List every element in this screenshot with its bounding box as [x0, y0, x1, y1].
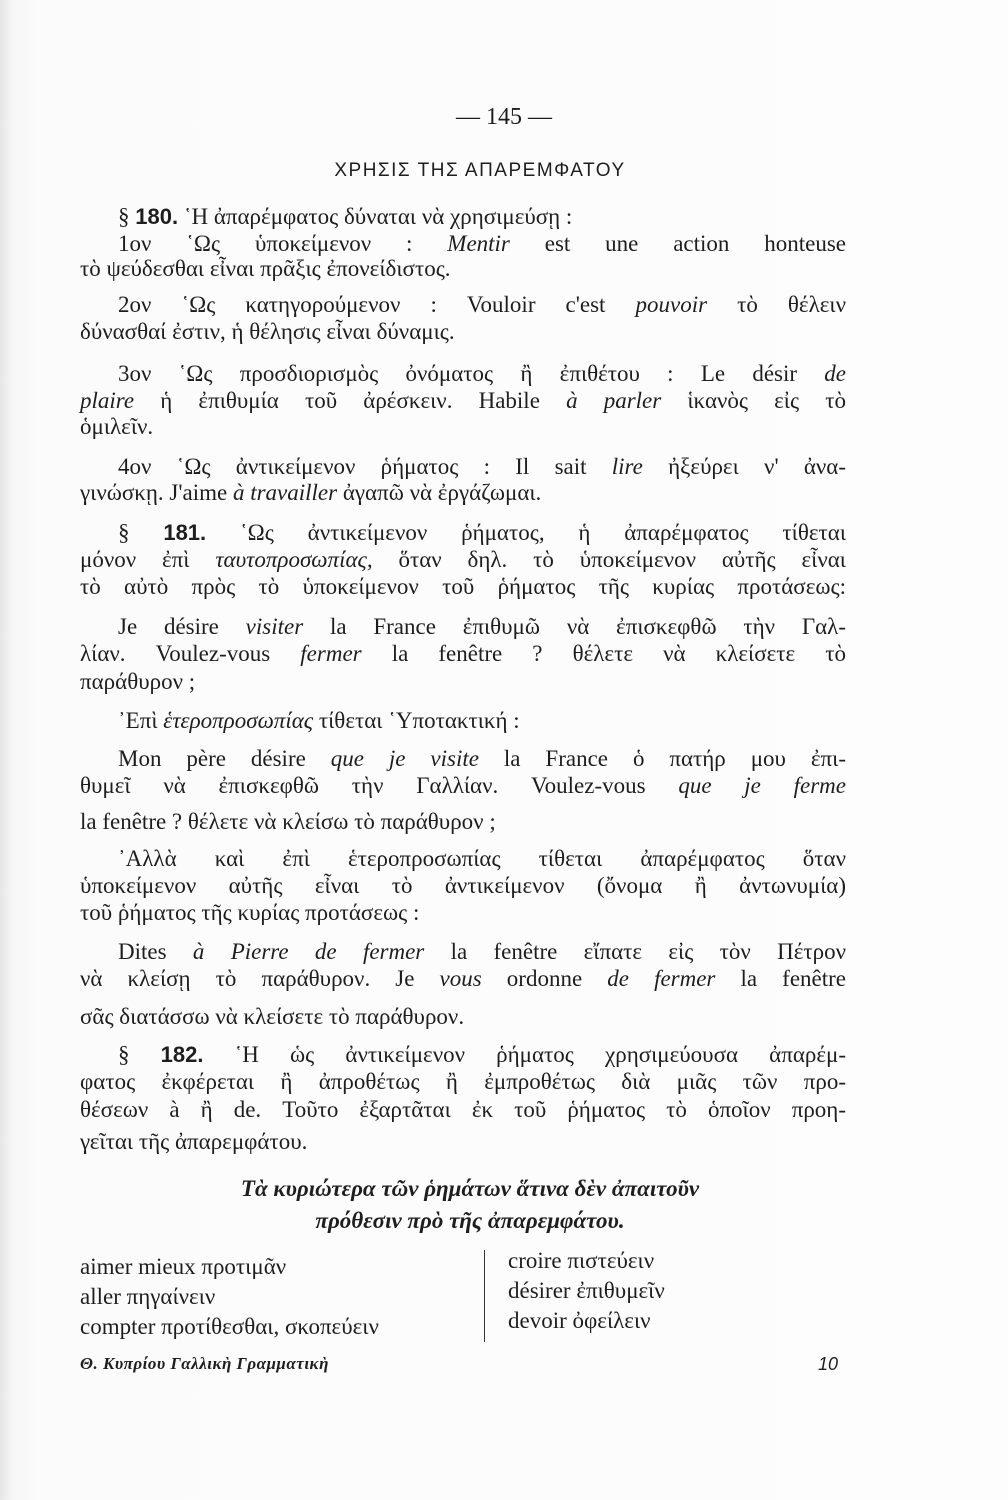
text-line	[80, 964, 846, 994]
text-line	[80, 412, 846, 442]
example-term: plaire	[80, 388, 135, 413]
text-segment: §	[118, 204, 136, 229]
text-segment: ῾Η ἀπαρέμφατος δύναται νὰ χρησιμεύσῃ :	[178, 204, 573, 229]
text-segment: 1ον ῾Ως ὑποκείμενον :	[118, 231, 448, 256]
text-segment: τὸ θέλειν	[707, 292, 846, 317]
example-term: ταυτοπροσωπίας,	[215, 547, 373, 572]
text-segment: ἡ ἐπιθυμία τοῦ ἀρέσκειν. Habile	[134, 388, 567, 413]
text-segment: θέσεων à ἢ de. Τοῦτο ἐξαρτᾶται ἐκ τοῦ ῥήματος τὸ ὁποῖον προη-	[80, 1097, 846, 1122]
text-segment: est une action honteuse	[509, 231, 847, 256]
text-segment: §	[118, 520, 164, 545]
verb-item: désirer ἐπιθυμεῖν	[508, 1278, 665, 1303]
example-term: Mentir	[447, 231, 510, 256]
book-footer-title: Θ. Κυπρίου Γαλλικὴ Γραμματικὴ	[80, 1354, 329, 1373]
example-term: de fermer	[607, 966, 716, 991]
text-segment: §	[118, 1042, 161, 1067]
verb-list-right	[508, 1246, 665, 1336]
text-line	[80, 545, 846, 575]
example-term: de	[824, 361, 846, 386]
example-term: lire	[611, 454, 643, 479]
text-line	[80, 807, 846, 837]
text-segment: ᾿Επὶ	[118, 708, 164, 733]
verb-item: aller πηγαίνειν	[80, 1284, 216, 1309]
text-segment: ἱκανὸς εἰς τὸ	[661, 388, 846, 413]
text-segment: νὰ κλείσῃ τὸ παράθυρον. Je	[80, 966, 440, 991]
example-term: à parler	[566, 388, 662, 413]
text-segment: τίθεται ῾Υποτακτική :	[313, 708, 520, 733]
text-segment: ὅταν δηλ. τὸ ὑποκείμενον αὐτῆς εἶναι	[372, 547, 846, 572]
text-segment: γεῖται τῆς ἀπαρεμφάτου.	[80, 1129, 308, 1154]
example-term: à Pierre de fermer	[192, 939, 425, 964]
page-number: — 145 —	[456, 104, 552, 130]
verb-list-left	[80, 1252, 379, 1342]
text-line	[118, 706, 846, 736]
text-segment: la fenêtre ? θέλετε νὰ κλείσω τὸ παράθυρον ;	[80, 809, 496, 834]
verb-item: aimer mieux προτιμᾶν	[80, 1254, 287, 1279]
text-segment: θυμεῖ νὰ ἐπισκεφθῶ τὴν Γαλλίαν. Voulez-vous	[80, 773, 679, 798]
text-segment: ἀγαπῶ νὰ ἐργάζωμαι.	[337, 480, 542, 505]
example-term: vous	[439, 966, 482, 991]
text-segment: la fenêtre εἴπατε εἰς τὸν Πέτρον	[424, 939, 846, 964]
text-line	[118, 937, 846, 967]
text-line	[80, 771, 846, 801]
text-segment: la France ἐπιθυμῶ νὰ ἐπισκεφθῶ τὴν Γαλ-	[303, 614, 846, 639]
text-line	[118, 202, 846, 232]
text-line	[118, 359, 846, 389]
example-term: pouvoir	[635, 292, 708, 317]
text-line	[80, 1095, 846, 1125]
verb-item: croire πιστεύειν	[508, 1248, 655, 1273]
text-line	[80, 871, 846, 901]
example-term: que je ferme	[678, 773, 846, 798]
text-segment: Mon père désire	[118, 746, 331, 771]
text-line	[80, 1127, 846, 1157]
text-line	[80, 572, 846, 602]
section-number: 181.	[163, 520, 207, 545]
text-line	[80, 478, 846, 508]
table-title-line-2: πρόθεσιν πρὸ τῆς ἀπαρεμφάτου.	[315, 1208, 625, 1233]
text-segment: δύνασθαί ἐστιν, ἡ θέλησις εἶναι δύναμις.	[80, 319, 455, 344]
chapter-heading: ΧΡΗΣΙΣ ΤΗΣ ΑΠΑΡΕΜΦΑΤΟΥ	[334, 160, 626, 181]
text-segment: ὁμιλεῖν.	[80, 414, 154, 439]
text-segment: Je désire	[118, 614, 246, 639]
signature-number: 10	[818, 1354, 839, 1374]
text-line	[118, 744, 846, 774]
column-divider	[484, 1250, 485, 1342]
text-segment: τὸ αὐτὸ πρὸς τὸ ὑποκείμενον τοῦ ῥήματος τῆς κυρίας προτάσεως:	[80, 574, 846, 599]
text-segment: ἠξεύρει ν' ἀνα-	[642, 454, 846, 479]
text-line	[118, 612, 846, 642]
text-segment: μόνον ἐπὶ	[80, 547, 216, 572]
text-segment: la fenêtre ? θέλετε νὰ κλείσετε τὸ	[361, 641, 846, 666]
text-segment: λίαν. Voulez-vous	[80, 641, 301, 666]
text-segment: παράθυρον ;	[80, 669, 196, 694]
example-term: visiter	[245, 614, 304, 639]
text-line	[118, 518, 846, 548]
text-line	[80, 1002, 846, 1032]
example-term: fermer	[300, 641, 362, 666]
text-segment: la fenêtre	[715, 966, 847, 991]
text-segment: 4ον ῾Ως ἀντικείμενον ῥήματος : Il sait	[118, 454, 612, 479]
text-segment: τοῦ ῥήματος τῆς κυρίας προτάσεως :	[80, 900, 420, 925]
text-segment: σᾶς διατάσσω νὰ κλείσετε τὸ παράθυρον.	[80, 1004, 465, 1029]
text-line	[118, 844, 846, 874]
text-segment: la France ὁ πατήρ μου ἐπι-	[478, 746, 846, 771]
text-line	[118, 290, 846, 320]
text-line	[80, 317, 846, 347]
verb-item: compter προτίθεσθαι, σκοπεύειν	[80, 1314, 379, 1339]
example-term: à travailler	[232, 480, 338, 505]
text-line	[118, 1040, 846, 1070]
example-term: que je visite	[330, 746, 479, 771]
text-segment: 2ον ῾Ως κατηγορούμενον : Vouloir c'est	[118, 292, 636, 317]
section-number: 182.	[160, 1042, 204, 1067]
table-title-line-1: Τὰ κυριώτερα τῶν ῥημάτων ἅτινα δὲν ἀπαιτοῦν	[240, 1176, 700, 1201]
example-term: ἑτεροπροσωπίας	[163, 708, 314, 733]
verb-item: devoir ὀφείλειν	[508, 1308, 651, 1333]
text-line	[80, 667, 846, 697]
text-segment: ordonne	[481, 966, 608, 991]
text-line	[80, 1067, 846, 1097]
text-segment: ᾿Αλλὰ καὶ ἐπὶ ἑτεροπροσωπίας τίθεται ἀπαρέμφατος ὅταν	[118, 846, 846, 871]
text-segment: τὸ ψεύδεσθαι εἶναι πρᾶξις ἐπονείδιστος.	[80, 256, 451, 281]
text-line	[80, 254, 846, 284]
text-segment: Dites	[118, 939, 193, 964]
text-segment: γινώσκῃ. J'aime	[80, 480, 233, 505]
text-line	[80, 639, 846, 669]
text-segment: 3ον ῾Ως προσδιορισμὸς ὀνόματος ἢ ἐπιθέτου : Le désir	[118, 361, 825, 386]
text-segment: ῾Η ὡς ἀντικείμενον ῥήματος χρησιμεύουσα ἀπαρέμ-	[203, 1042, 846, 1067]
text-segment: φατος ἐκφέρεται ἢ ἀπροθέτως ἢ ἐμπροθέτως διὰ μιᾶς τῶν προ-	[80, 1069, 846, 1094]
section-number: 180.	[135, 204, 179, 229]
text-segment: ῾Ως ἀντικείμενον ῥήματος, ἡ ἀπαρέμφατος τίθεται	[206, 520, 847, 545]
text-segment: ὑποκείμενον αὐτῆς εἶναι τὸ ἀντικείμενον (ὄνομα ἢ ἀντωνυμία)	[80, 873, 846, 898]
text-line	[80, 898, 846, 928]
